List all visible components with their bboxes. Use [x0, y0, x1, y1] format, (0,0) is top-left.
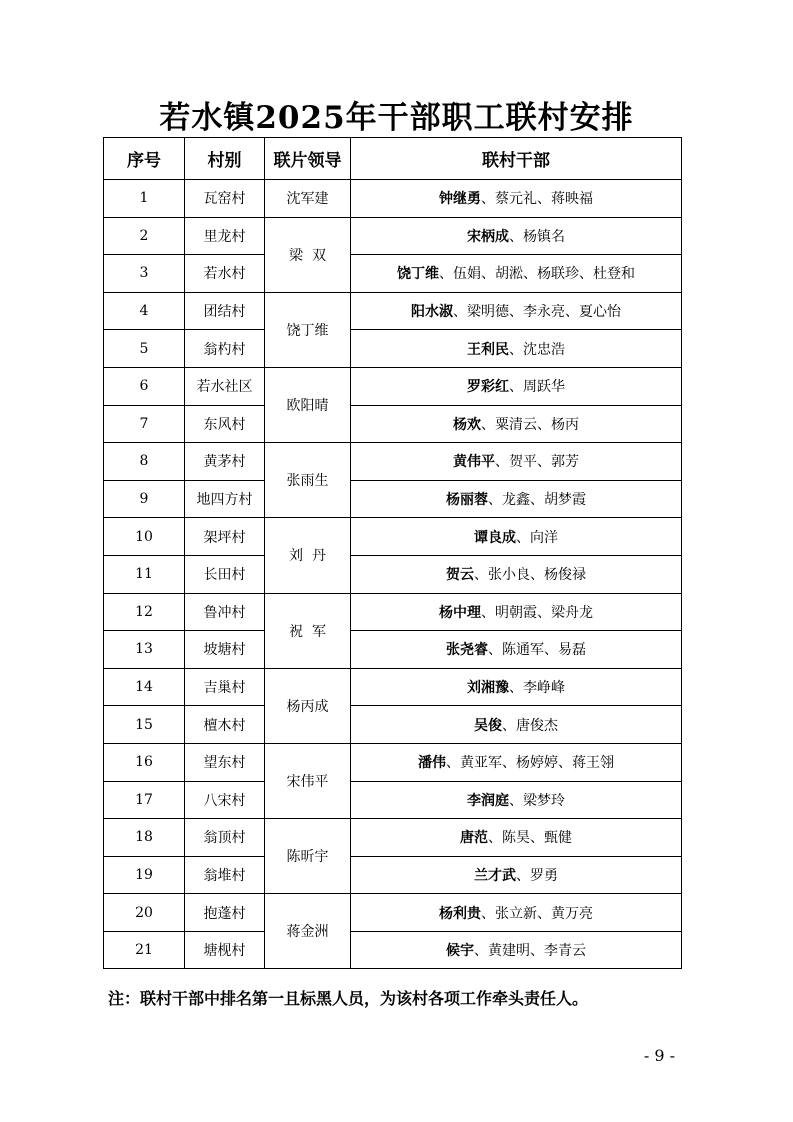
table-row — [104, 292, 682, 330]
other-cadres: 、周跃华 — [509, 379, 565, 396]
row-number: 14 — [104, 668, 185, 706]
lead-cadre: 潘伟 — [418, 755, 446, 772]
table-row — [104, 518, 682, 556]
village-name: 地四方村 — [185, 480, 265, 518]
area-leader: 沈军建 — [265, 180, 351, 218]
lead-cadre: 阳水淑 — [411, 304, 453, 321]
lead-cadre: 杨中理 — [439, 604, 481, 621]
village-name: 抱蓬村 — [185, 894, 265, 932]
village-cadres — [351, 330, 682, 368]
lead-cadre: 李润庭 — [467, 792, 509, 809]
other-cadres: 、黄亚军、杨婷婷、蒋王翎 — [446, 755, 614, 772]
table-row — [104, 480, 682, 518]
lead-cadre: 宋柄成 — [467, 228, 509, 245]
village-name: 瓦窑村 — [185, 180, 265, 218]
other-cadres: 、张立新、黄万亮 — [481, 905, 593, 922]
lead-cadre: 吴俊 — [474, 717, 502, 734]
lead-cadre: 王利民 — [467, 341, 509, 358]
header-no: 序号 — [104, 138, 185, 180]
other-cadres: 、陈昊、甄健 — [488, 830, 572, 847]
row-number: 13 — [104, 631, 185, 669]
other-cadres: 、梁明德、李永亮、夏心怡 — [453, 304, 621, 321]
village-cadres — [351, 631, 682, 669]
village-cadres — [351, 668, 682, 706]
village-name: 里龙村 — [185, 217, 265, 255]
other-cadres: 、龙鑫、胡梦霞 — [488, 492, 586, 509]
village-name: 长田村 — [185, 555, 265, 593]
other-cadres: 、贺平、郭芳 — [495, 454, 579, 471]
village-cadres — [351, 819, 682, 857]
row-number: 7 — [104, 405, 185, 443]
village-name: 翁堆村 — [185, 856, 265, 894]
row-number: 20 — [104, 894, 185, 932]
village-cadres — [351, 706, 682, 744]
table-row — [104, 631, 682, 669]
table-row — [104, 217, 682, 255]
row-number: 15 — [104, 706, 185, 744]
table-row — [104, 255, 682, 293]
area-leader: 张雨生 — [265, 443, 351, 518]
row-number: 21 — [104, 931, 185, 969]
row-number: 5 — [104, 330, 185, 368]
village-name: 塘枧村 — [185, 931, 265, 969]
lead-cadre: 杨丽蓉 — [446, 492, 488, 509]
row-number: 18 — [104, 819, 185, 857]
other-cadres: 、黄建明、李青云 — [474, 943, 586, 960]
table-row — [104, 781, 682, 819]
village-cadres — [351, 443, 682, 481]
village-cadres — [351, 743, 682, 781]
village-name: 翁杓村 — [185, 330, 265, 368]
area-leader: 蒋金洲 — [265, 894, 351, 969]
village-cadres — [351, 405, 682, 443]
table-row — [104, 931, 682, 969]
village-cadres — [351, 480, 682, 518]
lead-cadre: 杨利贵 — [439, 905, 481, 922]
other-cadres: 、向洋 — [516, 529, 558, 546]
row-number: 3 — [104, 255, 185, 293]
table-row — [104, 819, 682, 857]
table-row — [104, 856, 682, 894]
row-number: 17 — [104, 781, 185, 819]
row-number: 16 — [104, 743, 185, 781]
other-cadres: 、李峥峰 — [509, 680, 565, 697]
other-cadres: 、梁梦玲 — [509, 792, 565, 809]
lead-cadre: 钟继勇 — [439, 191, 481, 208]
table-header-row — [104, 138, 682, 180]
row-number: 1 — [104, 180, 185, 218]
village-cadres — [351, 593, 682, 631]
lead-cadre: 罗彩红 — [467, 379, 509, 396]
village-name: 望东村 — [185, 743, 265, 781]
lead-cadre: 张尧睿 — [446, 642, 488, 659]
area-leader: 祝 军 — [265, 593, 351, 668]
header-village: 村别 — [185, 138, 265, 180]
village-cadres — [351, 894, 682, 932]
village-cadres — [351, 555, 682, 593]
village-cadres — [351, 292, 682, 330]
lead-cadre: 唐范 — [460, 830, 488, 847]
table-row — [104, 180, 682, 218]
table-row — [104, 894, 682, 932]
village-name: 架坪村 — [185, 518, 265, 556]
table-row — [104, 555, 682, 593]
village-cadres — [351, 856, 682, 894]
village-name: 檀木村 — [185, 706, 265, 744]
area-leader: 梁 双 — [265, 217, 351, 292]
village-name: 翁顶村 — [185, 819, 265, 857]
table-row — [104, 367, 682, 405]
village-cadres — [351, 931, 682, 969]
lead-cadre: 刘湘豫 — [467, 680, 509, 697]
table-body — [104, 180, 682, 969]
lead-cadre: 贺云 — [446, 567, 474, 584]
table-row — [104, 743, 682, 781]
assignment-table — [103, 137, 682, 969]
area-leader: 刘 丹 — [265, 518, 351, 593]
village-name: 若水村 — [185, 255, 265, 293]
village-name: 八宋村 — [185, 781, 265, 819]
row-number: 19 — [104, 856, 185, 894]
page-number: - 9 - — [643, 1046, 675, 1065]
other-cadres: 、唐俊杰 — [502, 717, 558, 734]
row-number: 2 — [104, 217, 185, 255]
village-name: 吉巢村 — [185, 668, 265, 706]
area-leader: 宋伟平 — [265, 743, 351, 818]
village-name: 鲁冲村 — [185, 593, 265, 631]
village-name: 若水社区 — [185, 367, 265, 405]
other-cadres: 、粟清云、杨丙 — [481, 416, 579, 433]
page-title: 若水镇2025年干部职工联村安排 — [159, 100, 634, 136]
lead-cadre: 黄伟平 — [453, 454, 495, 471]
area-leader: 欧阳晴 — [265, 367, 351, 442]
area-leader: 陈昕宇 — [265, 819, 351, 894]
area-leader: 饶丁维 — [265, 292, 351, 367]
lead-cadre: 谭良成 — [474, 529, 516, 546]
table-row — [104, 668, 682, 706]
village-name: 东风村 — [185, 405, 265, 443]
row-number: 10 — [104, 518, 185, 556]
header-cadres: 联村干部 — [351, 138, 682, 180]
other-cadres: 、陈通军、易磊 — [488, 642, 586, 659]
village-cadres — [351, 180, 682, 218]
village-cadres — [351, 781, 682, 819]
lead-cadre: 杨欢 — [453, 416, 481, 433]
village-name: 团结村 — [185, 292, 265, 330]
other-cadres: 、蔡元礼、蒋映福 — [481, 191, 593, 208]
table-row — [104, 405, 682, 443]
village-name: 坡塘村 — [185, 631, 265, 669]
header-leader: 联片领导 — [265, 138, 351, 180]
village-name: 黄茅村 — [185, 443, 265, 481]
table-row — [104, 706, 682, 744]
village-cadres — [351, 367, 682, 405]
row-number: 8 — [104, 443, 185, 481]
lead-cadre: 兰才武 — [474, 867, 516, 884]
table-row — [104, 593, 682, 631]
row-number: 4 — [104, 292, 185, 330]
village-cadres — [351, 255, 682, 293]
other-cadres: 、罗勇 — [516, 867, 558, 884]
lead-cadre: 候宇 — [446, 943, 474, 960]
row-number: 6 — [104, 367, 185, 405]
row-number: 11 — [104, 555, 185, 593]
row-number: 9 — [104, 480, 185, 518]
other-cadres: 、张小良、杨俊禄 — [474, 567, 586, 584]
row-number: 12 — [104, 593, 185, 631]
other-cadres: 、伍娟、胡淞、杨联珍、杜登和 — [439, 266, 635, 283]
table-row — [104, 443, 682, 481]
village-cadres — [351, 518, 682, 556]
lead-cadre: 饶丁维 — [397, 266, 439, 283]
other-cadres: 、明朝霞、梁舟龙 — [481, 604, 593, 621]
village-cadres — [351, 217, 682, 255]
area-leader: 杨丙成 — [265, 668, 351, 743]
footnote: 注：联村干部中排名第一且标黑人员，为该村各项工作牵头责任人。 — [108, 989, 589, 1008]
other-cadres: 、杨镇名 — [509, 228, 565, 245]
table-row — [104, 330, 682, 368]
other-cadres: 、沈忠浩 — [509, 341, 565, 358]
